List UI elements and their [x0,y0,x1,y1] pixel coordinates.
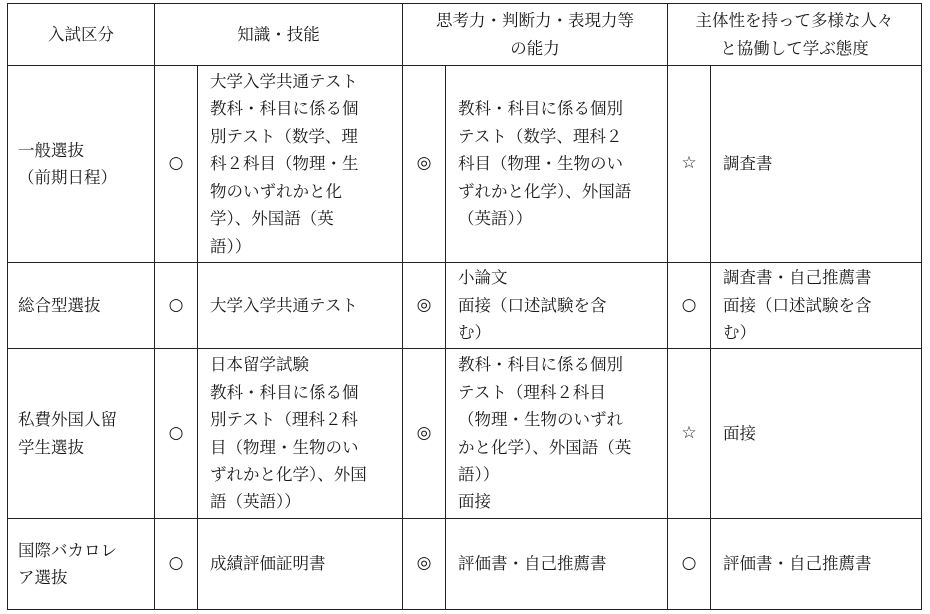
table-row [8,66,922,263]
header-attitude: 主体性を持って多様な人々 と協働して学ぶ態度 [668,4,922,66]
attitude-mark: ○ [668,519,711,610]
row-category: 総合型選抜 [8,263,155,349]
header-thinking: 思考力・判断力・表現力等 の能力 [403,4,668,66]
thinking-mark: ◎ [403,349,446,519]
knowledge-mark: ○ [155,349,198,519]
attitude-mark: ☆ [668,66,711,263]
knowledge-text: 大学入学共通テスト 教科・科目に係る個 別テスト（数学、理 科２科目（物理・生 物のいずれかと化 学）、外国語（英 語）） [198,66,403,263]
thinking-text: 教科・科目に係る個別 テスト（数学、理科２ 科目（物理・生物のい ずれかと化学）、外国語 （英語）） [446,66,668,263]
attitude-mark: ○ [668,263,711,349]
header-category: 入試区分 [8,4,155,66]
thinking-text: 評価書・自己推薦書 [446,519,668,610]
thinking-mark: ◎ [403,519,446,610]
knowledge-text: 大学入学共通テスト [198,263,403,349]
header-row [8,4,922,66]
table-row [8,519,922,610]
admission-policy-table [7,3,922,610]
attitude-text: 調査書・自己推薦書 面接（口述試験を含 む） [711,263,922,349]
thinking-text: 小論文 面接（口述試験を含 む） [446,263,668,349]
knowledge-mark: ○ [155,263,198,349]
knowledge-text: 成績評価証明書 [198,519,403,610]
row-category: 国際バカロレ ア選抜 [8,519,155,610]
table-row [8,349,922,519]
attitude-text: 調査書 [711,66,922,263]
knowledge-text: 日本留学試験 教科・科目に係る個 別テスト（理科２科 目（物理・生物のい ずれかと化学）、外国 語（英語）） [198,349,403,519]
header-knowledge: 知識・技能 [155,4,403,66]
attitude-mark: ☆ [668,349,711,519]
attitude-text: 面接 [711,349,922,519]
table-row [8,263,922,349]
row-category: 私費外国人留 学生選抜 [8,349,155,519]
row-category: 一般選抜 （前期日程） [8,66,155,263]
knowledge-mark: ○ [155,519,198,610]
thinking-mark: ◎ [403,66,446,263]
knowledge-mark: ○ [155,66,198,263]
thinking-mark: ◎ [403,263,446,349]
thinking-text: 教科・科目に係る個別 テスト（理科２科目 （物理・生物のいずれ かと化学）、外国語（英 語）） 面接 [446,349,668,519]
attitude-text: 評価書・自己推薦書 [711,519,922,610]
